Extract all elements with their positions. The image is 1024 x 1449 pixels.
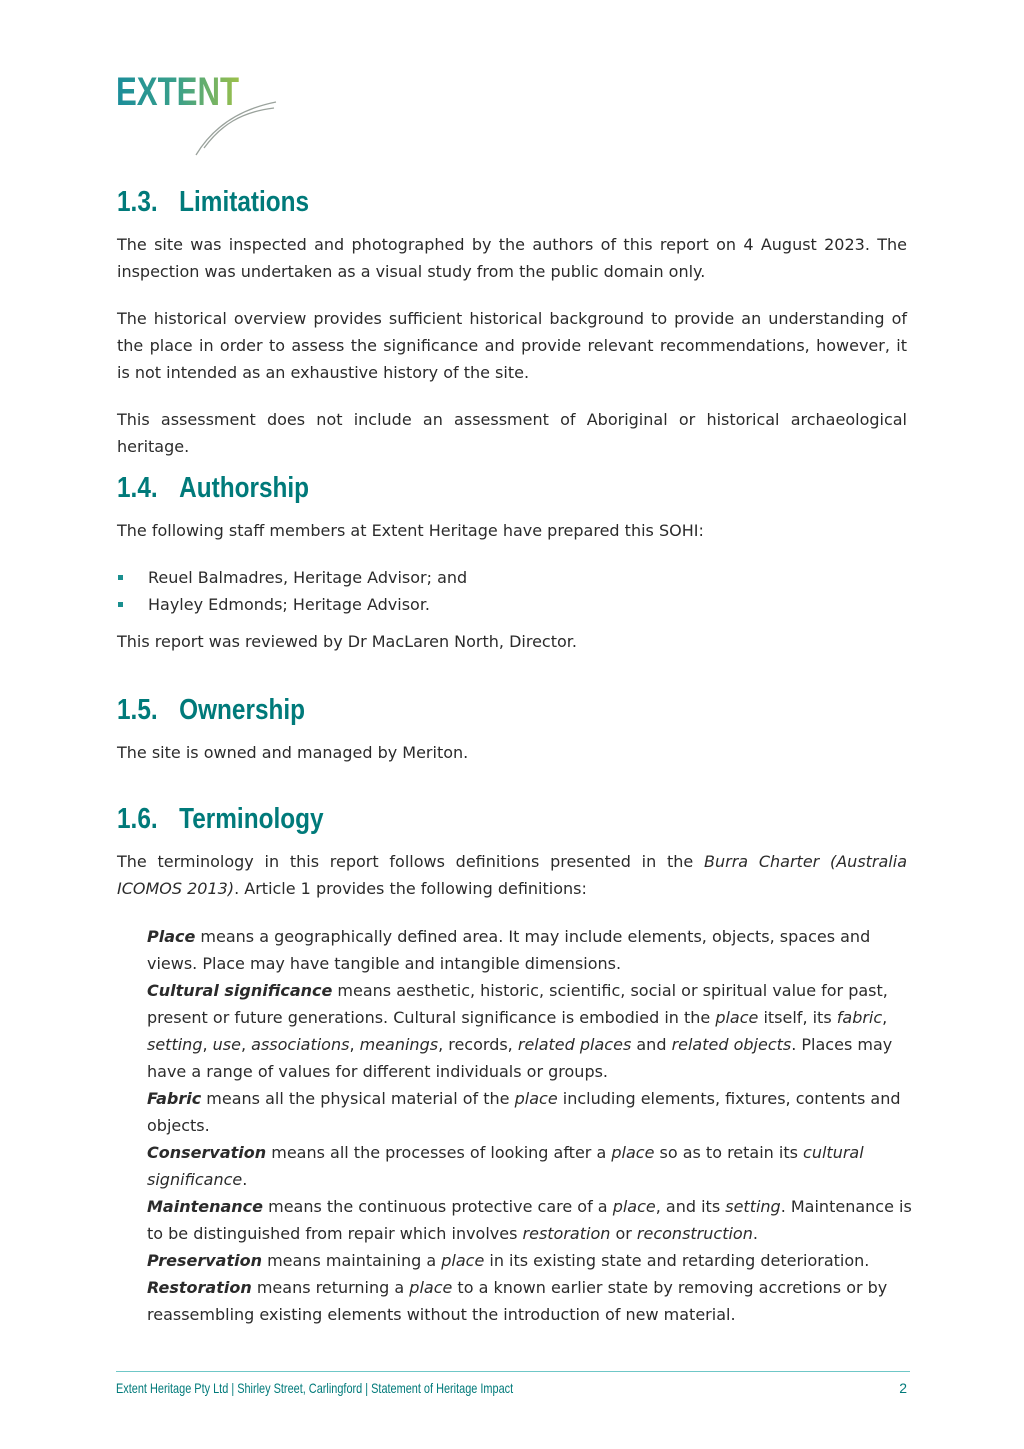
page-number: 2 [899,1380,907,1396]
definition-fabric: Fabric means all the physical material of the place including elements, fixtures, contents and objects. [147,1089,901,1135]
section-number: 1.5. [117,694,158,726]
section-title: Terminology [179,803,324,835]
section-heading-limitations [117,183,309,221]
list-item: Hayley Edmonds; Heritage Advisor. [117,591,907,618]
footer-rule [116,1371,910,1372]
author-list [117,564,907,618]
footer-text: Extent Heritage Pty Ltd | Shirley Street, Carlingford | Statement of Heritage Impact [116,1380,514,1396]
section-number: 1.6. [117,803,158,835]
definition-conservation: Conservation means all the processes of looking after a place so as to retain its cultural significance. [147,1143,864,1189]
paragraph: The site is owned and managed by Meriton. [117,743,469,762]
paragraph: The following staff members at Extent Heritage have prepared this SOHI: [117,521,704,540]
paragraph: This assessment does not include an assessment of Aboriginal or historical archaeological heritage. [117,410,907,456]
section-number: 1.3. [117,186,158,218]
section-title: Ownership [179,694,306,726]
definition-preservation: Preservation means maintaining a place in its existing state and retarding deterioration. [147,1251,870,1270]
section-heading-authorship [117,469,309,507]
section-heading-terminology [117,800,324,838]
paragraph: The site was inspected and photographed by the authors of this report on 4 August 2023. The inspection was undertaken as a visual study from the public domain only. [117,235,907,281]
definition-place: Place means a geographically defined area. It may include elements, objects, spaces and views. Place may have tangible and intangible dimensions. [147,927,871,973]
logo-swoosh-icon [116,70,286,160]
company-logo [116,70,286,160]
logo-wordmark: EXTENT [116,70,240,114]
paragraph: The terminology in this report follows definitions presented in the Burra Charter (Australia ICOMOS 2013). Article 1 provides the following definitions: [117,852,908,898]
definition-cultural-significance: Cultural significance means aesthetic, historic, scientific, social or spiritual value for past, present or future generations. Cultural significance is embodied in the place itself, its fabric, setting, use, associations, meanings, records, related places and related objects. Places may have a range of values for different individuals or groups. [147,981,893,1081]
list-item: Reuel Balmadres, Heritage Advisor; and [117,564,907,591]
definition-restoration: Restoration means returning a place to a known earlier state by removing accretions or by reassembling existing elements without the introduction of new material. [147,1278,888,1324]
paragraph: This report was reviewed by Dr MacLaren North, Director. [117,632,577,651]
section-heading-ownership [117,691,305,729]
section-number: 1.4. [117,472,158,504]
section-title: Limitations [179,186,310,218]
definition-maintenance: Maintenance means the continuous protective care of a place, and its setting. Maintenance is to be distinguished from repair which involves restoration or reconstruction. [147,1197,912,1243]
definitions-block [147,923,912,1328]
paragraph: The historical overview provides sufficient historical background to provide an understanding of the place in order to assess the significance and provide relevant recommendations, however, it is not intended as an exhaustive history of the site. [117,309,907,382]
section-title: Authorship [179,472,310,504]
